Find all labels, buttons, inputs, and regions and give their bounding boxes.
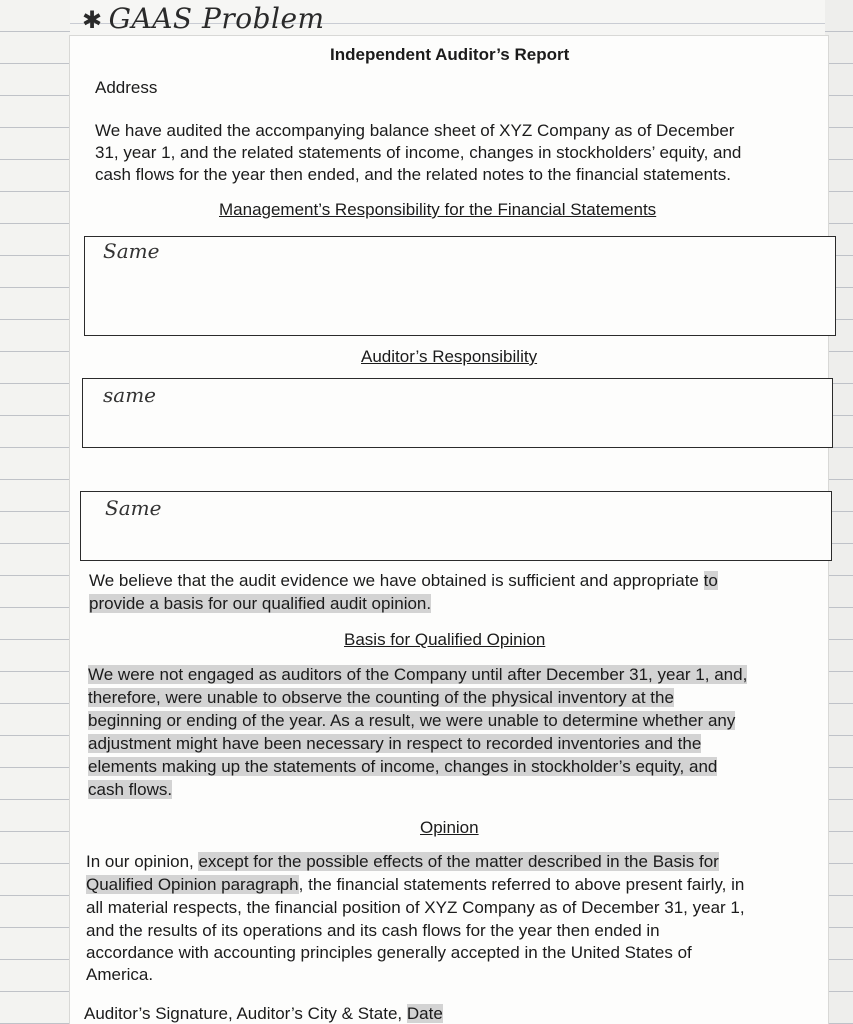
evidence-line-1-highlight: to — [703, 571, 718, 590]
opinion-line-1 — [86, 851, 719, 872]
intro-line-2: 31, year 1, and the related statements of income, changes in stockholders’ equity, and — [95, 143, 742, 162]
box1-handwritten-note: Same — [103, 239, 160, 263]
report-sheet — [70, 36, 828, 1024]
basis-line-5-text: elements making up the statements of income, changes in stockholder’s equity, and — [88, 757, 718, 776]
basis-line-3 — [88, 710, 735, 731]
opinion-line-2 — [86, 874, 744, 895]
opinion-heading: Opinion — [420, 818, 479, 837]
opinion-line-2-text: , the financial statements referred to above present fairly, in — [298, 875, 745, 894]
basis-heading: Basis for Qualified Opinion — [344, 630, 546, 649]
mgmt-responsibility-box — [84, 236, 836, 336]
evidence-line-2 — [89, 593, 431, 614]
address-line: Address — [95, 78, 158, 97]
basis-line-5 — [88, 756, 717, 777]
signature-text: Auditor’s Signature, Auditor’s City & State, — [84, 1004, 407, 1023]
basis-line-2 — [88, 687, 674, 708]
opinion-line-4: and the results of its operations and its cash flows for the year then ended in — [86, 921, 660, 940]
opinion-line-5: accordance with accounting principles generally accepted in the United States of — [86, 943, 692, 962]
evidence-line-2-highlight: provide a basis for our qualified audit opinion. — [89, 594, 432, 613]
opinion-line-1-highlight: except for the possible effects of the matter described in the Basis for — [198, 852, 719, 871]
opinion-line-3: all material respects, the financial position of XYZ Company as of December 31, year 1, — [86, 898, 745, 917]
basis-line-3-text: beginning or ending of the year. As a result, we were unable to determine whether any — [88, 711, 736, 730]
basis-line-4 — [88, 733, 701, 754]
signature-line — [84, 1003, 443, 1024]
basis-line-2-text: therefore, were unable to observe the counting of the physical inventory at the — [88, 688, 674, 707]
box2-handwritten-note: same — [103, 383, 156, 407]
basis-line-6-text: cash flows. — [88, 780, 173, 799]
opinion-line-2-highlight: Qualified Opinion paragraph — [86, 875, 299, 894]
star-icon: ✱ — [82, 6, 103, 34]
third-responsibility-box — [80, 491, 832, 561]
basis-line-4-text: adjustment might have been necessary in respect to recorded inventories and the — [88, 734, 702, 753]
opinion-line-1-text: In our opinion, — [86, 852, 199, 871]
handwritten-title-text: GAAS Problem — [108, 2, 325, 35]
evidence-line-1-text: We believe that the audit evidence we have obtained is sufficient and appropriate — [89, 571, 704, 590]
intro-line-1: We have audited the accompanying balance sheet of XYZ Company as of December — [95, 121, 735, 140]
intro-line-3: cash flows for the year then ended, and the related notes to the financial statements. — [95, 165, 732, 184]
evidence-line-1 — [89, 570, 718, 591]
opinion-line-6: America. — [86, 965, 154, 984]
basis-line-1-text: We were not engaged as auditors of the Company until after December 31, year 1, and, — [88, 665, 748, 684]
auditor-responsibility-heading: Auditor’s Responsibility — [361, 347, 538, 366]
basis-line-1 — [88, 664, 747, 685]
signature-date-highlight: Date — [406, 1004, 443, 1023]
notebook-margin-left — [0, 0, 70, 1024]
mgmt-responsibility-heading: Management’s Responsibility for the Financial Statements — [219, 200, 657, 219]
box3-handwritten-note: Same — [105, 496, 162, 520]
handwritten-title — [82, 2, 325, 35]
report-title: Independent Auditor’s Report — [330, 45, 570, 64]
auditor-responsibility-box — [82, 378, 833, 448]
basis-line-6 — [88, 779, 172, 800]
